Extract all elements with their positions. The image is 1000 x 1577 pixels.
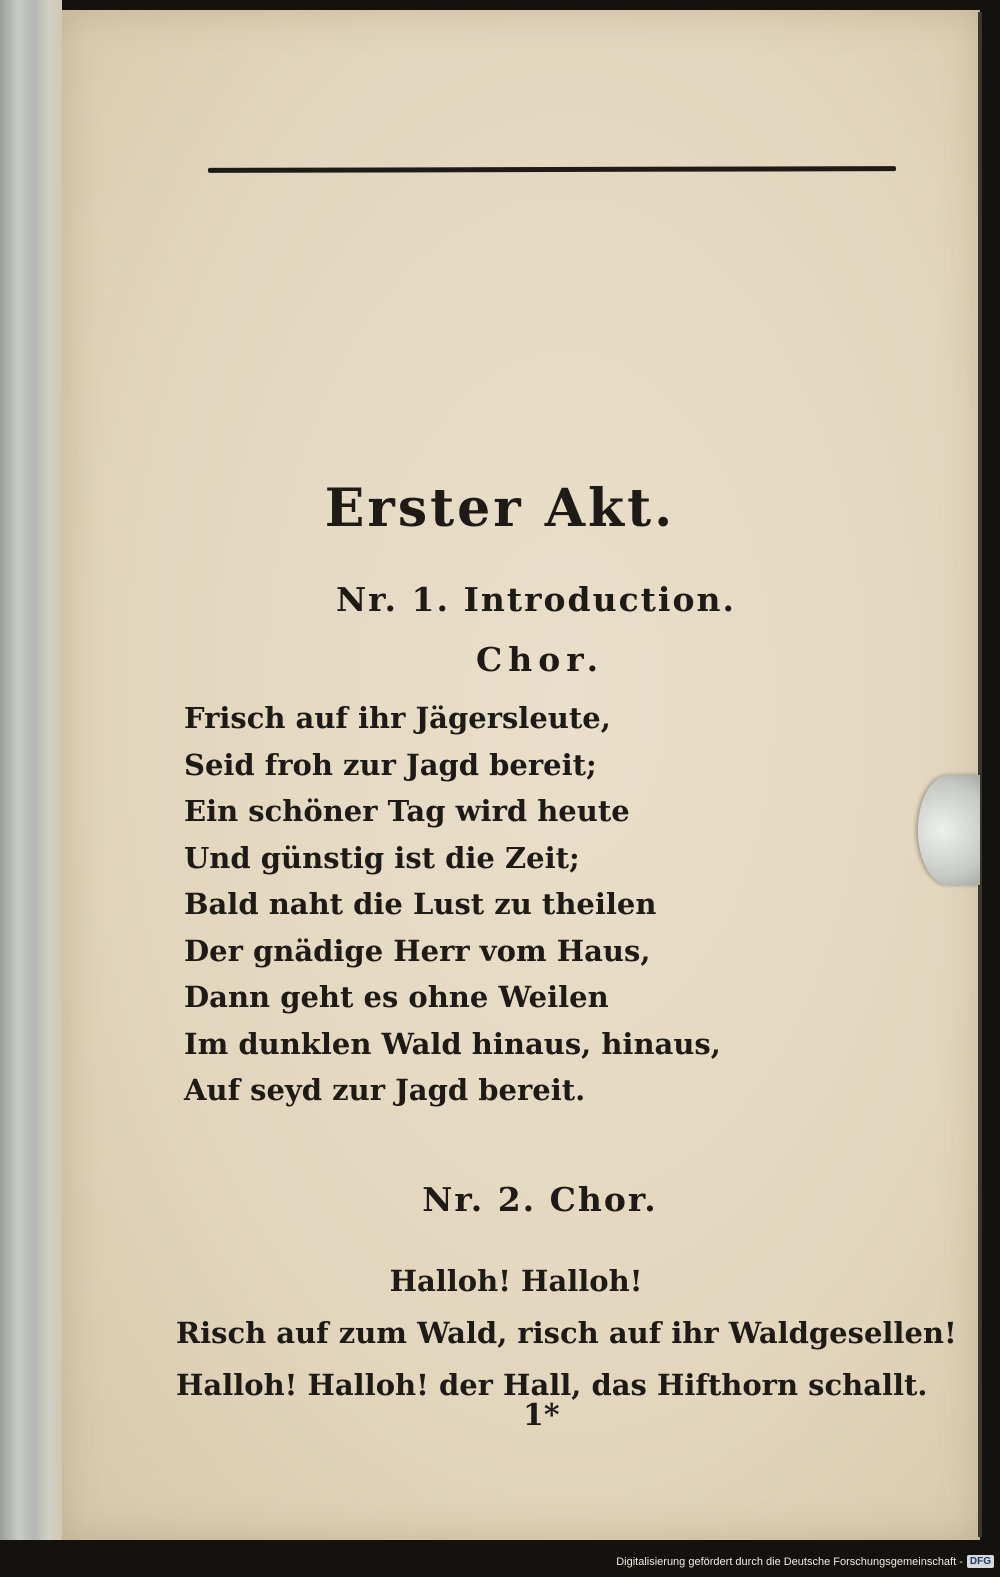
verse-line: Halloh! Halloh! der Hall, das Hifthorn schallt. (176, 1368, 928, 1402)
verse-line: Risch auf zum Wald, risch auf ihr Waldgesellen! (176, 1316, 957, 1350)
verse-line: Halloh! Halloh! (389, 1264, 643, 1298)
verse-line: Frisch auf ihr Jägersleute, (184, 701, 611, 735)
act-title: Erster Akt. (324, 478, 676, 539)
book-spine (0, 0, 62, 1540)
section-heading-nr2-chor: Nr. 2. Chor. (422, 1180, 658, 1219)
digitization-footer (616, 1555, 994, 1568)
verse-line: Dann geht es ohne Weilen (184, 980, 609, 1014)
verse-line: Seid froh zur Jagd bereit; (184, 747, 597, 782)
footer-text: Digitalisierung gefördert durch die Deutsche Forschungsgemeinschaft - (616, 1555, 963, 1568)
verse-line: Auf seyd zur Jagd bereit. (184, 1073, 586, 1107)
verse-line: Und günstig ist die Zeit; (184, 840, 580, 875)
dfg-logo: DFG (967, 1555, 994, 1568)
verse-line: Bald naht die Lust zu theilen (184, 887, 657, 921)
verse-block-2 (176, 1255, 957, 1411)
verse-line: Ein schöner Tag wird heute (184, 794, 630, 828)
verse-line: Im dunklen Wald hinaus, hinaus, (184, 1026, 721, 1061)
verse-line: Der gnädige Herr vom Haus, (184, 933, 651, 968)
signature-mark: 1* (523, 1398, 560, 1433)
verse-block-1 (184, 695, 721, 1114)
section-heading-chor: Chor. (475, 640, 605, 679)
section-heading-introduction: Nr. 1. Introduction. (336, 580, 736, 619)
page-turn-tab[interactable] (918, 775, 980, 885)
